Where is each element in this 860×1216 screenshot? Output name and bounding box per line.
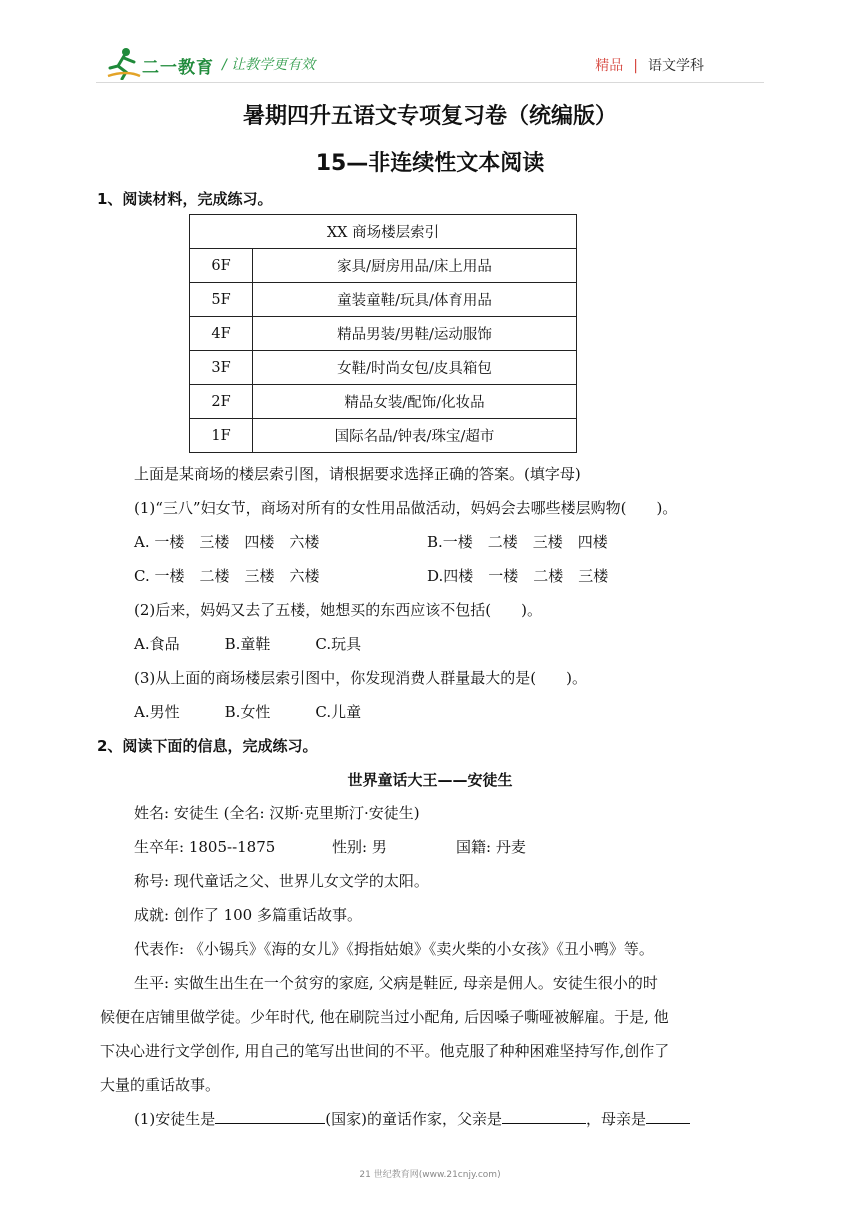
header-divider — [96, 82, 764, 83]
q1-sub1-option-d: D.四楼 一楼 二楼 三楼 — [427, 567, 609, 585]
floor-index-table — [189, 214, 577, 453]
q2-sub1-part3: ，母亲是 — [585, 1110, 646, 1128]
floor-cell: 1F — [190, 419, 253, 453]
q1-instruction: 上面是某商场的楼层索引图，请根据要求选择正确的答案。(填字母) — [134, 465, 581, 483]
q2-heading: 2、阅读下面的信息，完成练习。 — [97, 737, 318, 755]
table-row — [190, 419, 577, 453]
q1-sub2-options: A.食品 B.童鞋 C.玩具 — [134, 635, 362, 653]
header-tags — [595, 55, 704, 75]
info-life-line3: 下决心进行文学创作, 用自己的笔写出世间的不平。他克服了种种困难坚持写作,创作了 — [100, 1042, 670, 1060]
premium-label: 精品 — [595, 58, 624, 74]
table-title: XX 商场楼层索引 — [190, 215, 577, 249]
q1-sub1-option-c: C. 一楼 二楼 三楼 六楼 — [134, 567, 320, 585]
q1-sub1-option-a: A. 一楼 三楼 四楼 六楼 — [134, 533, 320, 551]
info-gender: 性别: 男 — [332, 838, 387, 856]
floor-cell: 3F — [190, 351, 253, 385]
q1-sub1: (1)“三八”妇女节，商场对所有的女性用品做活动，妈妈会去哪些楼层购物( )。 — [134, 499, 678, 517]
items-cell: 国际名品/钟表/珠宝/超市 — [253, 419, 577, 453]
brand-name: 二一教育 — [142, 58, 214, 78]
page-subtitle: 15—非连续性文本阅读 — [315, 151, 545, 176]
page-title: 暑期四升五语文专项复习卷（统编版） — [242, 104, 617, 129]
info-life-line4: 大量的重话故事。 — [100, 1076, 221, 1094]
q1-sub3: (3)从上面的商场楼层索引图中，你发现消费人群量最大的是( )。 — [134, 669, 587, 687]
floor-cell: 2F — [190, 385, 253, 419]
table-row — [190, 351, 577, 385]
answer-blank-country[interactable] — [215, 1108, 325, 1124]
items-cell: 精品男装/男鞋/运动服饰 — [253, 317, 577, 351]
info-nationality: 国籍: 丹麦 — [456, 838, 526, 856]
q1-sub1-option-b: B.一楼 二楼 三楼 四楼 — [427, 533, 608, 551]
q1-sub3-options: A.男性 B.女性 C.儿童 — [134, 703, 362, 721]
info-honor: 称号: 现代童话之父、世界儿女文学的太阳。 — [134, 872, 429, 890]
q2-sub1 — [134, 1108, 690, 1129]
header-separator: | — [633, 58, 638, 74]
info-title: 世界童话大王——安徒生 — [347, 771, 513, 789]
info-achievement: 成就: 创作了 100 多篇重话故事。 — [134, 906, 362, 924]
items-cell: 女鞋/时尚女包/皮具箱包 — [253, 351, 577, 385]
items-cell: 家具/厨房用品/床上用品 — [253, 249, 577, 283]
answer-blank-father[interactable] — [502, 1108, 586, 1124]
table-row — [190, 249, 577, 283]
info-life-line2: 候便在店铺里做学徒。少年时代, 他在刷院当过小配角, 后因嗓子嘶哑被解雇。于是, 他 — [100, 1008, 669, 1026]
floor-cell: 5F — [190, 283, 253, 317]
info-life-line1: 生平: 实做生出生在一个贫穷的家庭, 父病是鞋匠, 母亲是佣人。安徒生很小的时 — [134, 974, 658, 992]
info-works: 代表作: 《小锡兵》《海的女儿》《拇指姑娘》《卖火柴的小女孩》《丑小鸭》等。 — [134, 940, 654, 958]
subject-label: 语文学科 — [648, 58, 704, 74]
info-name: 姓名: 安徒生 (全名: 汉斯·克里斯汀·安徒生) — [134, 804, 420, 822]
table-row — [190, 317, 577, 351]
info-years: 生卒年: 1805--1875 — [134, 838, 276, 856]
page-footer: 21 世纪教育网(www.21cnjy.com) — [359, 1170, 501, 1180]
table-row — [190, 283, 577, 317]
floor-cell: 6F — [190, 249, 253, 283]
items-cell: 精品女装/配饰/化妆品 — [253, 385, 577, 419]
floor-cell: 4F — [190, 317, 253, 351]
q1-heading: 1、阅读材料，完成练习。 — [97, 190, 273, 208]
q1-sub2: (2)后来，妈妈又去了五楼，她想买的东西应该不包括( )。 — [134, 601, 542, 619]
table-row — [190, 385, 577, 419]
answer-blank-mother[interactable] — [646, 1108, 690, 1124]
q2-sub1-part2: (国家)的童话作家，父亲是 — [325, 1110, 502, 1128]
brand-slogan: / 让教学更有效 — [222, 57, 316, 73]
items-cell: 童装童鞋/玩具/体育用品 — [253, 283, 577, 317]
q2-sub1-part1: (1)安徒生是 — [134, 1110, 216, 1128]
